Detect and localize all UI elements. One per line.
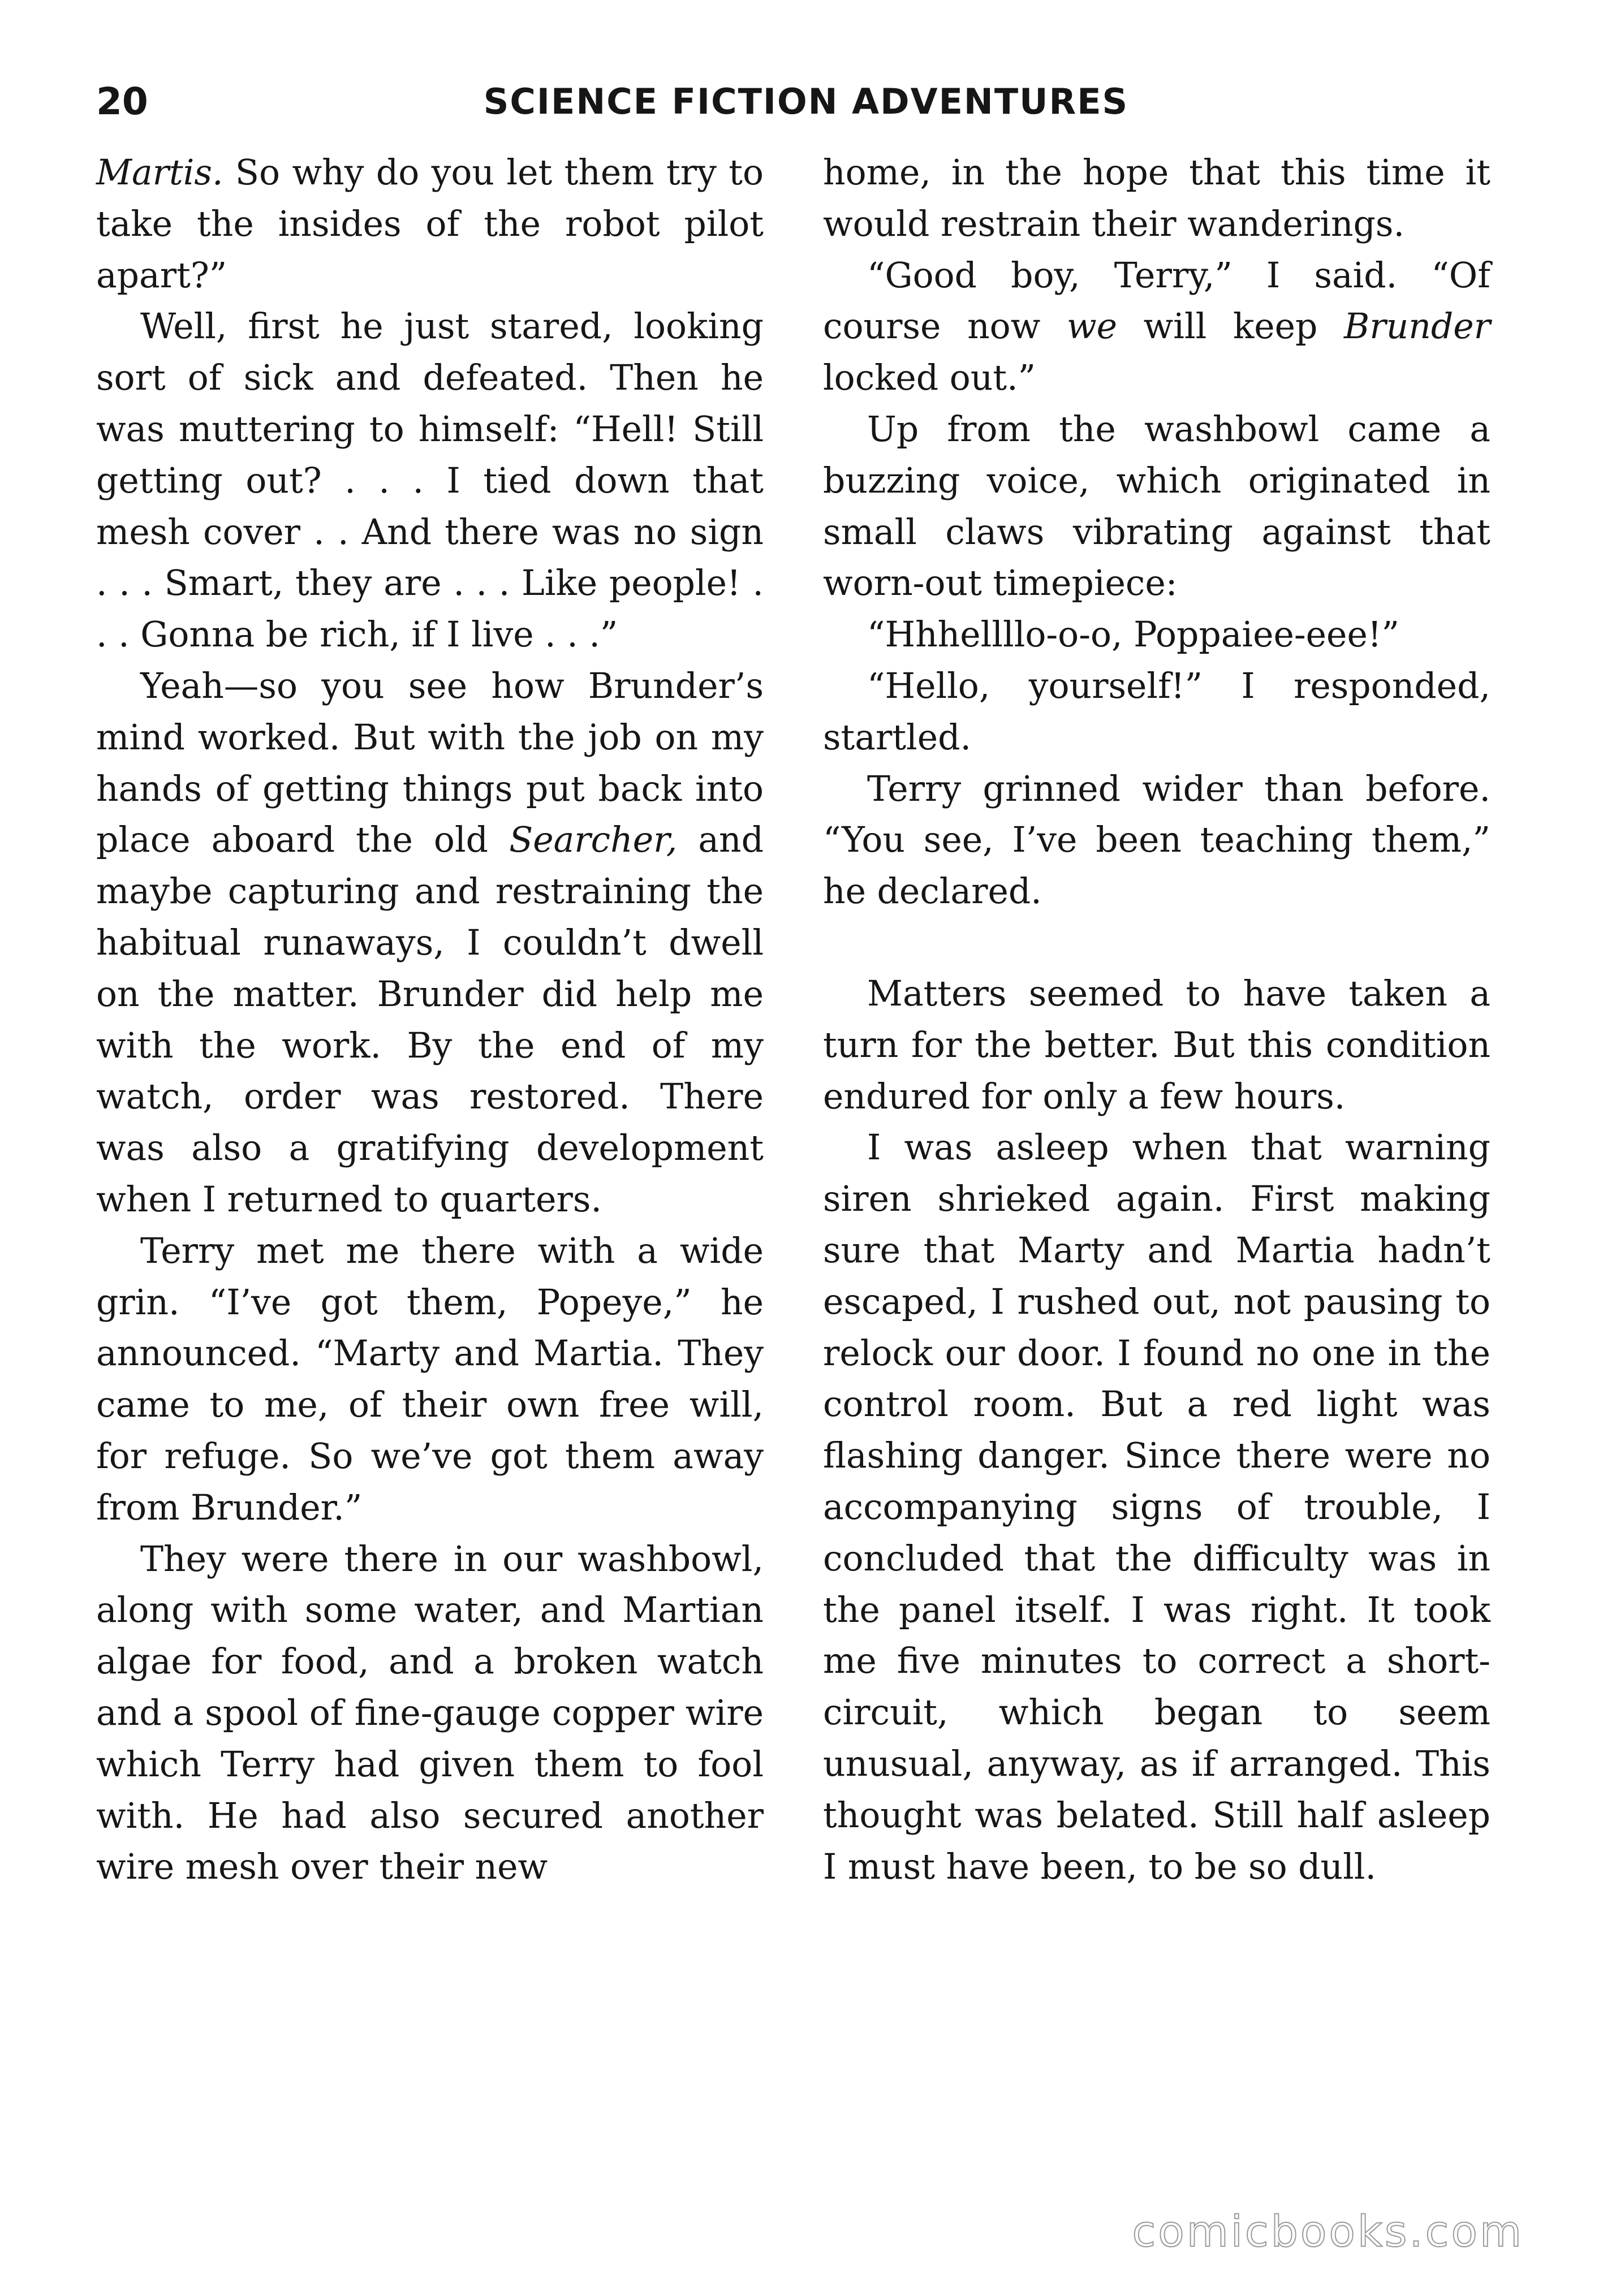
paragraph: They were there in our washbowl, along with some water, and Martian algae for food, and a broken watch and a spool of fine-gauge copper wire which Terry had given them to fool with. He had also secured another wire mesh over their new [96,1538,764,1888]
paragraph-text: “Good boy, Terry,” I said. “Of course now [823,254,1490,347]
paragraph: “Hello, yourself!” I responded, startled. [823,665,1490,758]
right-column [823,147,1490,1892]
paragraph: I was asleep when that warning siren shrieked again. First making sure that Marty and Martia hadn’t escaped, I rushed out, not pausing to relock our door. I found no one in the control room. But a red light was flashing danger. Since there were no accompanying signs of trouble, I concluded that the difficulty was in the panel itself. I was right. It took me five minutes to correct a short-circuit, which began to seem unusual, anyway, as if arranged. This thought was belated. Still half asleep I must have been, to be so dull. [823,1127,1490,1887]
paragraph-text: and maybe capturing and restraining the habitual runaways, I couldn’t dwell on the matter. Brunder did help me with the work. By the end of my watch, order was restored. There was also a gratifying development when I returned to quarters. [96,819,764,1220]
paragraph: Terry grinned wider than before. “You see, I’ve been teaching them,” he declared. [823,768,1490,912]
paragraph: Terry met me there with a wide grin. “I’ve got them, Popeye,” he announced. “Marty and Martia. They came to me, of their own free will, for refuge. So we’ve got them away from Brunder.” [96,1230,764,1528]
page-number: 20 [96,80,148,123]
italic-text: Searcher, [509,819,678,861]
paragraph: Matters seemed to have taken a turn for the better. But this condition endured for only a few hours. [823,973,1490,1117]
italic-text: Brunder [1344,306,1490,347]
page-header [96,74,1516,130]
paragraph-text: Yeah—so you see how Brunder’s mind worked. But with the job on my hands of getting things put back into place aboard the old [96,665,764,861]
watermark: comicbooks.com [1132,2206,1524,2256]
paragraph: Well, first he just stared, looking sort of sick and defeated. Then he was muttering to himself: “Hell! Still getting out? . . . I tied down that mesh cover . . And there was no sign . . . Smart, they are . . . Like people! . . . Gonna be rich, if I live . . .” [96,306,764,655]
paragraph [96,661,764,1225]
paragraph: home, in the hope that this time it would restrain their wanderings. [823,152,1490,244]
paragraph-text: So why do you let them try to take the insides of the robot pilot apart?” [96,152,764,296]
section-break [823,917,1490,968]
paragraph [96,147,764,301]
left-column [96,147,764,1893]
paragraph [823,250,1490,404]
paragraph-text: locked out.” [823,357,1036,399]
italic-text: Martis. [96,152,223,193]
paragraph: “Hhhellllo-o-o, Poppaiee-eee!” [867,614,1399,655]
paragraph: Up from the washbowl came a buzzing voice, which originated in small claws vibrating against that worn-out timepiece: [823,408,1490,604]
italic-text: we [1066,306,1118,347]
paragraph-text: will keep [1117,306,1345,347]
running-head: SCIENCE FICTION ADVENTURES [483,81,1129,122]
